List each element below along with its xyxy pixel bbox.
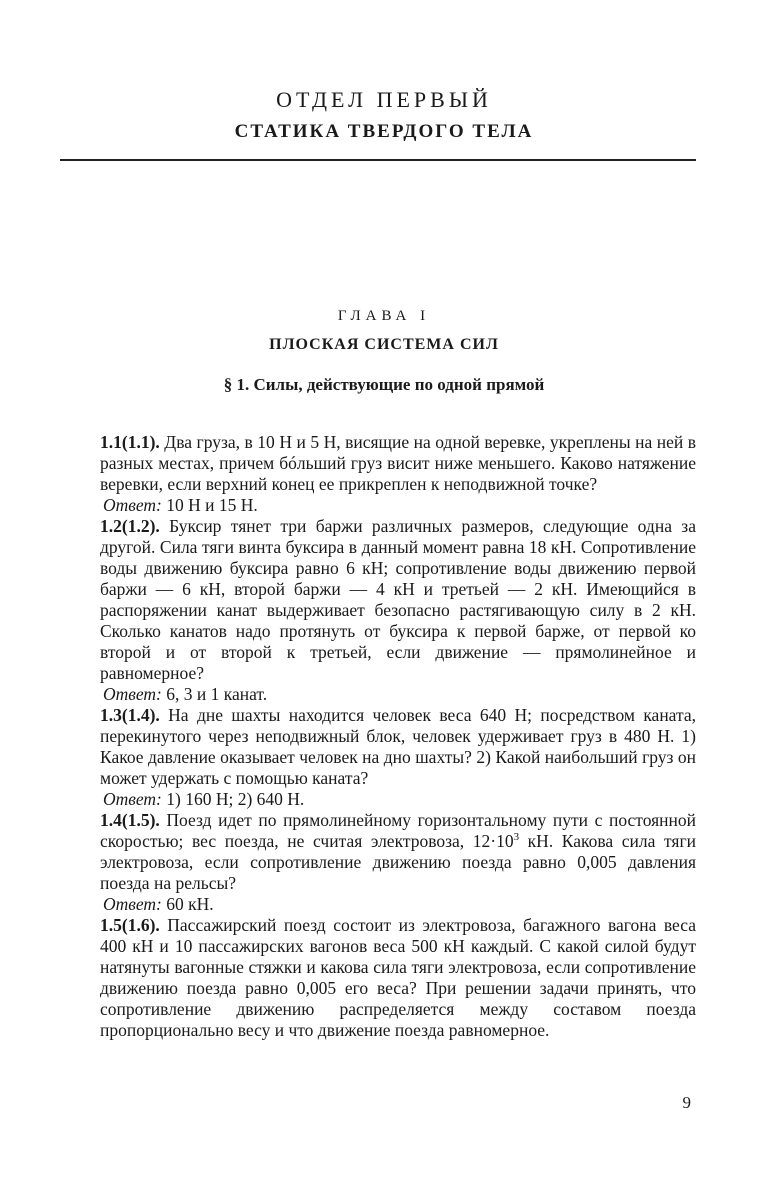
superscript: 3 (513, 831, 520, 844)
problem-text-cont: кН. Какова сила тяги электровоза, если сопротивление движению поезда равно 0,005 давления поезда на рельсы? (100, 831, 697, 893)
problem-1-2 (100, 516, 696, 684)
answer-1-2 (100, 684, 696, 705)
answer-label: Ответ: (103, 894, 162, 914)
page-number: 9 (682, 1093, 691, 1112)
problem-text: Поезд идет по прямолинейному горизонтальному пути с постоянной скоростью; вес поезда, не считая электровоза, 12·10 (100, 810, 697, 851)
problem-1-5 (100, 915, 696, 1041)
problem-number: 1.1(1.1). (100, 432, 160, 452)
problem-1-3 (100, 705, 696, 789)
answer-1-3 (100, 789, 696, 810)
answer-label: Ответ: (103, 495, 162, 515)
part-title: СТАТИКА ТВЕРДОГО ТЕЛА (234, 121, 534, 142)
problem-number: 1.3(1.4). (100, 705, 160, 725)
problem-text: Два груза, в 10 Н и 5 Н, висящие на одной веревке, укреплены на ней в разных местах, причем бóльший груз висит ниже меньшего. Каково натяжение веревки, если верхний конец ее прикреплен к неподвижной точке? (100, 432, 697, 494)
answer-value: 1) 160 Н; 2) 640 Н. (166, 789, 305, 809)
section-title: § 1. Силы, действующие по одной прямой (223, 375, 545, 394)
problem-number: 1.4(1.5). (100, 810, 160, 830)
problem-text: Пассажирский поезд состоит из электровоза, багажного вагона веса 400 кН и 10 пассажирских вагонов веса 500 кН каждый. С какой силой будут натянуты вагонные стяжки и какова сила тяги электровоза, если сопротивление движению поезда равно 0,005 его веса? При решении задачи принять, что сопротивление движению распределяется между составом поезда пропорционально весу и что движение поезда равномерное. (100, 915, 696, 1040)
problem-text: Буксир тянет три баржи различных размеров, следующие одна за другой. Сила тяги винта буксира в данный момент равна 18 кН. Сопротивление воды движению буксира равно 6 кН; сопротивление воды движению первой баржи — 6 кН, второй баржи — 4 кН и третьей — 2 кН. Имеющийся в распоряжении канат выдерживает безопасно растягивающую силу в 2 кН. Сколько канатов надо протянуть от буксира к первой барже, от первой ко второй и от второй к третьей, если движение — прямолинейное и равномерное? (100, 516, 696, 683)
chapter-label: ГЛАВА I (337, 308, 431, 324)
answer-1-4 (100, 894, 696, 915)
answer-value: 60 кН. (166, 894, 214, 914)
chapter-title: ПЛОСКАЯ СИСТЕМА СИЛ (269, 336, 499, 353)
part-label: ОТДЕЛ ПЕРВЫЙ (276, 87, 492, 112)
problems-body (100, 432, 696, 1041)
problem-1-4 (100, 810, 696, 894)
header-divider (60, 159, 696, 161)
problem-1-1 (100, 432, 696, 495)
problem-text: На дне шахты находится человек веса 640 Н; посредством каната, перекинутого через неподвижный блок, человек удерживает груз в 480 Н. 1) Какое давление оказывает человек на дно шахты? 2) Какой наибольший груз он может удержать с помощью каната? (100, 705, 697, 788)
answer-label: Ответ: (103, 684, 162, 704)
answer-label: Ответ: (103, 789, 162, 809)
answer-value: 10 Н и 15 Н. (166, 495, 258, 515)
problem-number: 1.5(1.6). (100, 915, 160, 935)
answer-value: 6, 3 и 1 канат. (166, 684, 268, 704)
problem-number: 1.2(1.2). (100, 516, 160, 536)
answer-1-1 (100, 495, 696, 516)
